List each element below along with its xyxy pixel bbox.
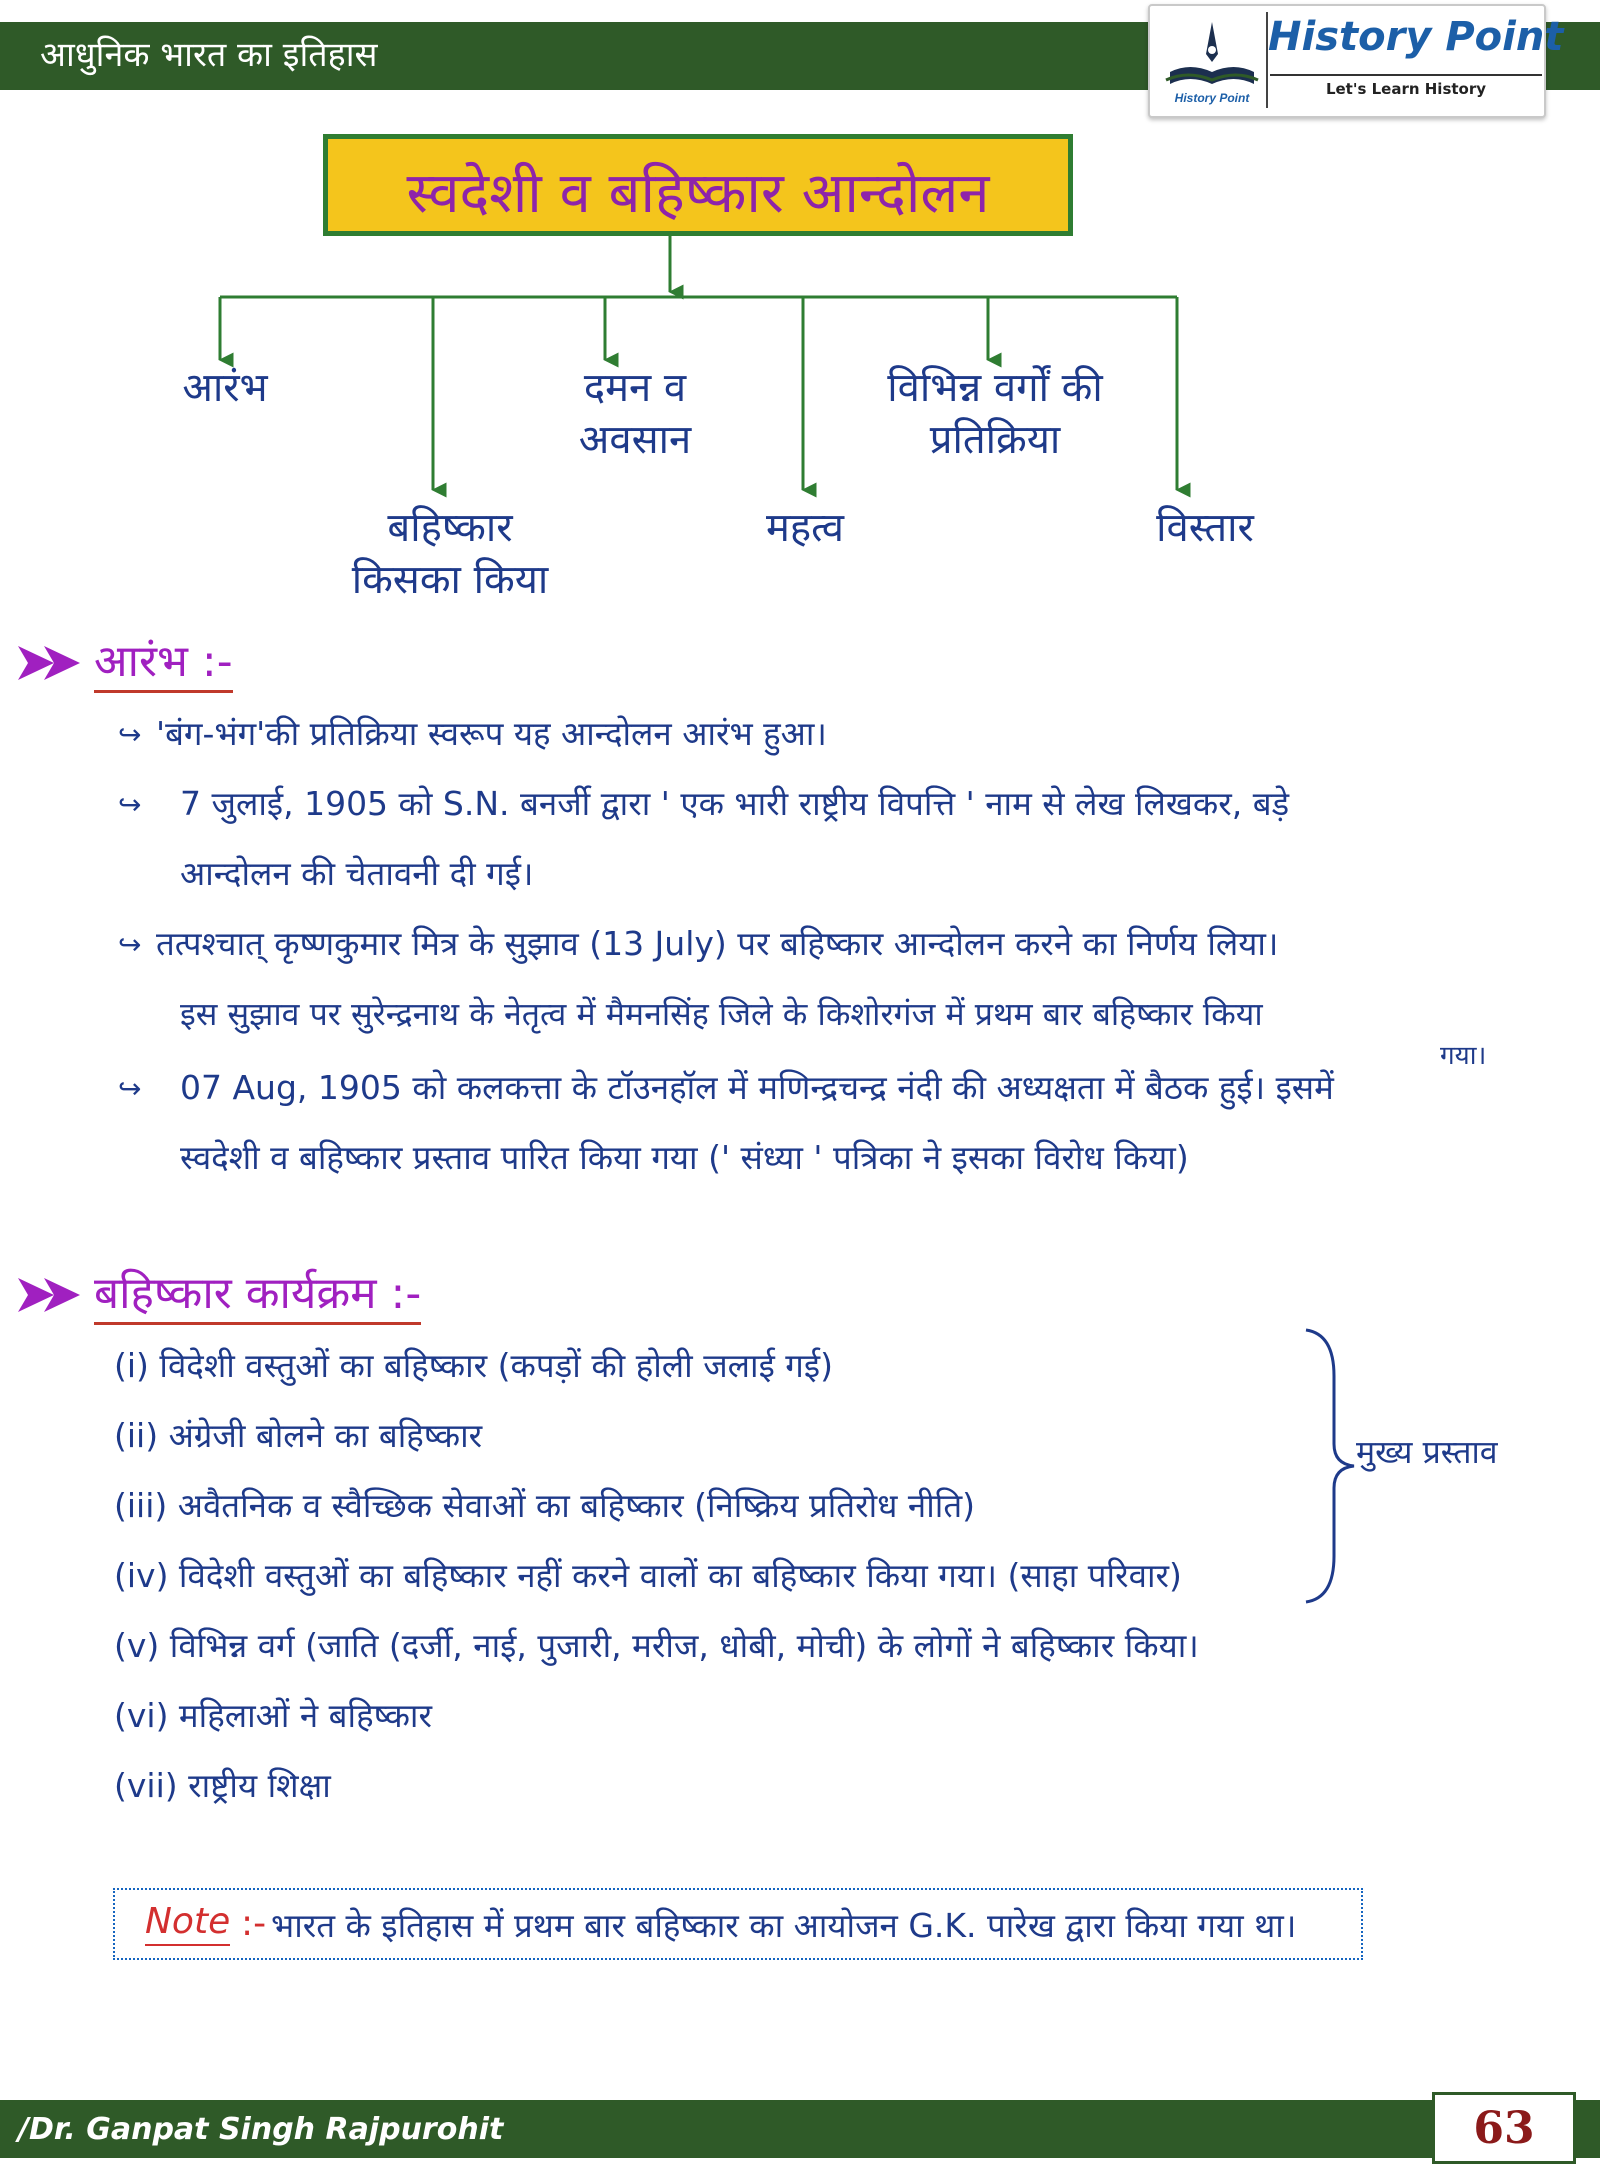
- karyakram-item-1: (i) विदेशी वस्तुओं का बहिष्कार (कपड़ों की होली जलाई गई): [114, 1346, 833, 1385]
- logo-name: History Point: [1268, 14, 1564, 60]
- branch-arambh: आरंभ: [182, 365, 268, 411]
- karyakram-item-4: (iv) विदेशी वस्तुओं का बहिष्कार नहीं करने वालों का बहिष्कार किया गया। (साहा परिवार): [114, 1556, 1182, 1595]
- section-heading-arambh: आरंभ :-: [94, 634, 233, 693]
- main-title-box: [323, 134, 1073, 236]
- header-title: आधुनिक भारत का इतिहास: [40, 35, 378, 75]
- arambh-line-5-cont: गया।: [1440, 1041, 1487, 1071]
- arambh-line-4: तत्पश्चात् कृष्णकुमार मित्र के सुझाव (13 July) पर बहिष्कार आन्दोलन करने का निर्णय लिया।: [156, 924, 1279, 963]
- branch-mahatva: महत्व: [766, 505, 844, 551]
- arambh-line-6: 07 Aug, 1905 को कलकत्ता के टॉउनहॉल में मणिन्द्रचन्द्र नंदी की अध्यक्षता में बैठक हुई। इसमें: [180, 1068, 1334, 1107]
- note-text: भारत के इतिहास में प्रथम बार बहिष्कार का आयोजन G.K. पारेख द्वारा किया गया था।: [271, 1906, 1297, 1945]
- karyakram-item-2: (ii) अंग्रेजी बोलने का बहिष्कार: [114, 1416, 483, 1455]
- arambh-line-5: इस सुझाव पर सुरेन्द्रनाथ के नेतृत्व में मैमनसिंह जिले के किशोरगंज में प्रथम बार बहिष्कार किया: [180, 995, 1263, 1033]
- emblem-text: History Point: [1174, 91, 1250, 105]
- branch-bahishkar-kiska-kiya: बहिष्कार किसका किया: [351, 505, 549, 603]
- logo-tagline: Let's Learn History: [1325, 80, 1487, 98]
- note-separator: :-: [241, 1903, 267, 1944]
- branch-vibhinn-vargon-ki-pratikriya: विभिन्न वर्गों की प्रतिक्रिया: [887, 365, 1103, 463]
- section-heading-karyakram: बहिष्कार कार्यक्रम :-: [94, 1266, 421, 1325]
- page-number-box: [1432, 2092, 1576, 2164]
- karyakram-item-3: (iii) अवैतनिक व स्वैच्छिक सेवाओं का बहिष्कार (निष्क्रिय प्रतिरोध नीति): [114, 1486, 975, 1525]
- karyakram-item-5: (v) विभिन्न वर्ग (जाति (दर्जी, नाई, पुजारी, मरीज, धोबी, मोची) के लोगों ने बहिष्कार किया।: [114, 1626, 1199, 1665]
- arambh-line-3: आन्दोलन की चेतावनी दी गई।: [180, 854, 534, 893]
- bullet-arrow-icon: ↪: [118, 1072, 142, 1105]
- branch-vistar: विस्तार: [1156, 505, 1254, 551]
- karyakram-item-6: (vi) महिलाओं ने बहिष्कार: [114, 1696, 432, 1735]
- main-title: स्वदेशी व बहिष्कार आन्दोलन: [406, 161, 990, 226]
- curly-brace: [1300, 1326, 1360, 1606]
- section-arrow-icon: [14, 638, 94, 688]
- footer-author: /Dr. Ganpat Singh Rajpurohit: [18, 2112, 504, 2147]
- page-number: 63: [1473, 2103, 1535, 2154]
- note-label: Note: [145, 1900, 230, 1946]
- bullet-arrow-icon: ↪: [118, 928, 142, 961]
- brace-label: मुख्य प्रस्ताव: [1356, 1433, 1498, 1471]
- arambh-line-7: स्वदेशी व बहिष्कार प्रस्ताव पारित किया गया (' संध्या ' पत्रिका ने इसका विरोध किया): [180, 1138, 1189, 1177]
- section-arrow-icon: [14, 1270, 94, 1320]
- branch-daman-avsan: दमन व अवसान: [578, 365, 692, 463]
- note-box: [113, 1888, 1363, 1960]
- bullet-arrow-icon: ↪: [118, 788, 142, 821]
- arambh-line-2: 7 जुलाई, 1905 को S.N. बनर्जी द्वारा ' एक भारी राष्ट्रीय विपत्ति ' नाम से लेख लिखकर, बड़े: [180, 784, 1290, 823]
- bullet-arrow-icon: ↪: [118, 718, 142, 751]
- arambh-line-1: 'बंग-भंग'की प्रतिक्रिया स्वरूप यह आन्दोलन आरंभ हुआ।: [156, 714, 827, 753]
- karyakram-item-7: (vii) राष्ट्रीय शिक्षा: [114, 1766, 331, 1805]
